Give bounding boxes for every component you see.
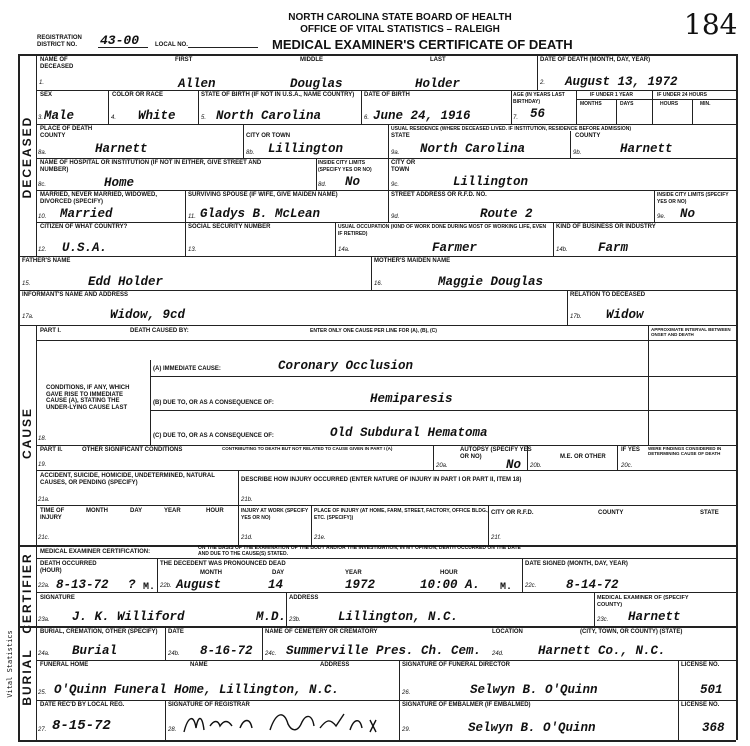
certifier-m1: M. xyxy=(143,582,156,593)
numbers-n21a: 21a. xyxy=(38,497,50,503)
rule-line xyxy=(388,158,389,190)
cert-death-date: 8-13-72 xyxy=(56,578,109,592)
numbers-n9c: 9c. xyxy=(391,182,400,188)
cause-me-label: M.E. OR OTHER xyxy=(560,454,606,460)
cause-instruction: ENTER ONLY ONE CAUSE PER LINE FOR (A), (B), (C) xyxy=(310,328,437,334)
last-label: LAST xyxy=(430,57,446,63)
cause-a: Coronary Occlusion xyxy=(278,359,414,373)
first-label: FIRST xyxy=(175,57,193,63)
burial-cemetery-label: NAME OF CEMETERY OR CREMATORY xyxy=(265,629,378,635)
agency-line-2: OFFICE OF VITAL STATISTICS – RALEIGH xyxy=(300,24,500,35)
certifier-md: M.D. xyxy=(256,610,287,624)
spouse: Gladys B. McLean xyxy=(200,207,321,221)
rule-line xyxy=(18,325,736,326)
numbers-n2: 2. xyxy=(540,80,546,86)
numbers-n23a: 23a. xyxy=(38,617,50,623)
certifier-death-occurred-label: DEATH OCCURRED (HOUR) xyxy=(40,561,97,574)
rule-line xyxy=(36,545,37,740)
pronounced-month: August xyxy=(176,578,222,592)
pronounced-year: 1972 xyxy=(345,578,376,592)
rule-line xyxy=(616,99,617,124)
street: Route 2 xyxy=(480,207,533,221)
burial-location-sub: (CITY, TOWN, OR COUNTY) (STATE) xyxy=(580,629,683,635)
numbers-n4: 4. xyxy=(111,115,117,121)
rule-line xyxy=(18,290,736,291)
deceased-mother-label: MOTHER'S MAIDEN NAME xyxy=(374,258,451,264)
rule-line xyxy=(165,626,166,660)
funeral-home: O'Quinn Funeral Home, Lillington, N.C. xyxy=(54,683,340,697)
deceased-inside-city-label: INSIDE CITY LIMITS (SPECIFY YES OR NO) xyxy=(318,160,372,173)
deceased-res-inside-label: INSIDE CITY LIMITS (SPECIFY YES OR NO) xyxy=(657,192,729,205)
deceased-county-label: COUNTY xyxy=(575,133,601,139)
residence-label: USUAL RESIDENCE (WHERE DECEASED LIVED. IF INSTITUTION, RESIDENCE BEFORE ADMISSION) xyxy=(391,126,632,132)
res-county: Harnett xyxy=(620,142,673,156)
numbers-n24d: 24d. xyxy=(492,651,504,657)
rule-line xyxy=(335,222,336,256)
rule-line xyxy=(150,376,736,377)
burial-fh-name-label: NAME xyxy=(190,662,208,668)
citizen: U.S.A. xyxy=(62,241,108,255)
margin-note: Vital Statistics xyxy=(6,630,14,698)
cause-day-label: DAY xyxy=(130,508,143,514)
rule-line xyxy=(157,558,158,592)
sex: Male xyxy=(44,109,75,123)
rule-line xyxy=(36,90,736,91)
deceased-days-label: DAYS xyxy=(620,101,634,107)
rule-line xyxy=(576,90,577,124)
numbers-n12: 12. xyxy=(38,247,47,253)
deceased-city-label: CITY OR TOWN xyxy=(246,133,291,139)
numbers-n19: 19. xyxy=(38,462,47,468)
numbers-n20a: 20a. xyxy=(436,463,448,469)
me-county: Harnett xyxy=(628,610,681,624)
rule-line xyxy=(388,190,389,222)
deceased-state-label: STATE xyxy=(391,133,410,139)
burial-date: 8-16-72 xyxy=(200,644,253,658)
date-death-label: DATE OF DEATH (MONTH, DAY, YEAR) xyxy=(540,57,651,63)
cause-year-label: YEAR xyxy=(345,570,362,576)
numbers-n26: 26. xyxy=(402,690,411,696)
pod-label: PLACE OF DEATH COUNTY xyxy=(40,126,93,139)
name-label: NAME OF DECEASED xyxy=(40,57,74,70)
cause-month-label: MONTH xyxy=(86,508,108,514)
mother: Maggie Douglas xyxy=(438,275,544,289)
numbers-n9a: 9a. xyxy=(391,150,400,156)
reg-district-label: REGISTRATION DISTRICT NO. xyxy=(37,35,82,48)
section-certifier: CERTIFIER xyxy=(20,552,34,634)
numbers-n8b: 8b. xyxy=(246,150,255,156)
cause-time-label: TIME OF INJURY xyxy=(40,508,65,521)
cause-findings-label: WERE FINDINGS CONSIDERED IN DETERMINING CAUSE OF DEATH xyxy=(648,446,722,456)
rule-line xyxy=(692,99,693,124)
rule-line xyxy=(36,222,736,223)
hospital: Home xyxy=(104,176,135,190)
relation: Widow xyxy=(606,308,644,322)
registrar-signature xyxy=(180,706,395,740)
father: Edd Holder xyxy=(88,275,164,289)
cause-death-caused-label: DEATH CAUSED BY: xyxy=(130,328,189,334)
deceased-under1-label: IF UNDER 1 YEAR xyxy=(590,92,633,98)
pronounced-day: 14 xyxy=(268,578,284,592)
date-received: 8-15-72 xyxy=(52,718,111,734)
reg-district-value: 43-00 xyxy=(100,33,140,48)
deceased-ssn-label: SOCIAL SECURITY NUMBER xyxy=(188,224,271,230)
funeral-director: Selwyn B. O'Quinn xyxy=(470,683,598,697)
burial-license2-label: LICENSE NO. xyxy=(681,702,720,708)
numbers-n17a: 17a. xyxy=(22,314,34,320)
burial-location: Harnett Co., N.C. xyxy=(538,644,666,658)
rule-line xyxy=(36,660,736,661)
certifier-me-county-label: MEDICAL EXAMINER OF (SPECIFY COUNTY) xyxy=(597,595,689,608)
rule-line xyxy=(433,445,434,470)
rule-line xyxy=(36,124,736,125)
burial-fh-addr-label: ADDRESS xyxy=(320,662,350,668)
numbers-n6: 6. xyxy=(364,115,370,121)
numbers-n23c: 23c. xyxy=(597,617,609,623)
rule-line xyxy=(36,558,736,559)
numbers-n8c: 8c. xyxy=(38,182,47,188)
deceased-relation-label: RELATION TO DECEASED xyxy=(570,292,646,298)
burial-method-label: BURIAL, CREMATION, OTHER (SPECIFY) xyxy=(40,629,158,635)
numbers-n22c: 22c. xyxy=(525,583,537,589)
numbers-n24a: 24a. xyxy=(38,651,50,657)
cause-c-label: (C) DUE TO, OR AS A CONSEQUENCE OF: xyxy=(153,433,274,439)
rule-line xyxy=(553,222,554,256)
burial-recd-label: DATE REC'D BY LOCAL REG. xyxy=(40,702,125,708)
burial-date-label: DATE xyxy=(168,629,184,635)
sex-label: SEX xyxy=(40,92,53,98)
pod-city: Lillington xyxy=(268,142,344,156)
burial-license-label: LICENSE NO. xyxy=(681,662,720,668)
age: 56 xyxy=(530,107,546,121)
cause-year-label: YEAR xyxy=(164,508,181,514)
section-deceased: DECEASED xyxy=(20,115,34,199)
deceased-informant-label: INFORMANT'S NAME AND ADDRESS xyxy=(22,292,128,298)
rule-line xyxy=(165,700,166,740)
numbers-n29: 29. xyxy=(402,727,411,733)
numbers-n9e: 9e. xyxy=(657,214,666,220)
rule-line xyxy=(361,90,362,124)
director-license: 501 xyxy=(700,683,723,697)
certifier-address-label: ADDRESS xyxy=(289,595,319,601)
spouse-label: SURVIVING SPOUSE (IF WIFE, GIVE MAIDEN NAME) xyxy=(188,192,338,198)
rule-line xyxy=(371,256,372,290)
rule-line xyxy=(98,47,148,48)
rule-line xyxy=(36,592,736,593)
rule-line xyxy=(36,340,736,341)
numbers-n1: 1. xyxy=(39,80,45,86)
cause-other-sub: CONTRIBUTING TO DEATH BUT NOT RELATED TO CAUSE GIVEN IN PART I (A) xyxy=(222,446,393,451)
rule-line xyxy=(399,700,400,740)
res-state: North Carolina xyxy=(420,142,526,156)
dob-label: DATE OF BIRTH xyxy=(364,92,410,98)
rule-line xyxy=(150,360,151,445)
local-no-label: LOCAL NO. xyxy=(155,42,188,48)
rule-line xyxy=(388,124,389,158)
certifier-date-signed-label: DATE SIGNED (MONTH, DAY, YEAR) xyxy=(525,561,628,567)
last-name: Holder xyxy=(415,77,461,91)
cause-part2-label: PART II. xyxy=(40,447,63,453)
rule-line xyxy=(150,410,736,411)
color: White xyxy=(138,109,176,123)
middle-label: MIDDLE xyxy=(300,57,323,63)
cause-interval-label: APPROXIMATE INTERVAL BETWEEN ONSET AND DEATH xyxy=(651,327,731,337)
age-label: AGE (IN YEARS LAST BIRTHDAY) xyxy=(513,92,565,105)
numbers-n22a: 22a. xyxy=(38,583,50,589)
numbers-n9d: 9d. xyxy=(391,214,400,220)
deceased-months-label: MONTHS xyxy=(580,101,602,107)
rule-line xyxy=(648,325,649,445)
rule-line xyxy=(652,90,653,124)
rule-line xyxy=(36,190,736,191)
numbers-n11: 11. xyxy=(188,214,196,220)
birthplace-label: STATE OF BIRTH (IF NOT IN U.S.A., NAME COUNTRY) xyxy=(201,92,355,98)
rule-line xyxy=(36,325,37,545)
cause-month-label: MONTH xyxy=(200,570,222,576)
cause-inj-county-label: COUNTY xyxy=(598,510,624,516)
rule-line xyxy=(36,470,736,471)
burial-registrar-label: SIGNATURE OF REGISTRAR xyxy=(168,702,250,708)
numbers-n17b: 17b. xyxy=(570,314,582,320)
certifier-cert-text: ON THE BASIS OF THE EXAMINATION OF THE BODY AND/OR THE INVESTIGATION, IN MY OPINION, DEATH OCCURRED ON THE DATE AND DUE TO THE CAUSE(S) STATED. xyxy=(198,545,521,557)
rule-line xyxy=(36,505,736,506)
burial-embalmer-label: SIGNATURE OF EMBALMER (IF EMBALMED) xyxy=(402,702,531,708)
embalmer: Selwyn B. O'Quinn xyxy=(468,721,596,735)
cause-place-injury-label: PLACE OF INJURY (AT HOME, FARM, STREET, FACTORY, OFFICE BLDG., ETC. (SPECIFY)) xyxy=(314,508,489,521)
pod-county: Harnett xyxy=(95,142,148,156)
rule-line xyxy=(36,158,736,159)
rule-line xyxy=(36,54,37,256)
first-name: Allen xyxy=(178,77,216,91)
numbers-n22b: 22b. xyxy=(160,583,172,589)
numbers-n5: 5. xyxy=(201,115,207,121)
rule-line xyxy=(262,626,263,660)
me-signature: J. K. Williford xyxy=(72,610,185,624)
numbers-n3: 3. xyxy=(38,115,44,121)
deceased-street-label: STREET ADDRESS OR R.F.D. NO. xyxy=(391,192,487,198)
deceased-hours-label: HOURS xyxy=(660,101,679,107)
cause-hour-label: HOUR xyxy=(206,508,224,514)
cause-part1-label: PART I. xyxy=(40,328,61,334)
birthplace: North Carolina xyxy=(216,109,322,123)
rule-line xyxy=(18,54,736,56)
deceased-business-label: KIND OF BUSINESS OR INDUSTRY xyxy=(556,224,656,230)
cause-a-label: (A) IMMEDIATE CAUSE: xyxy=(153,366,221,372)
certifier-cert-label: MEDICAL EXAMINER CERTIFICATION: xyxy=(40,549,151,555)
numbers-n25: 25. xyxy=(38,690,47,696)
res-inside: No xyxy=(680,207,696,221)
numbers-n20b: 20b. xyxy=(530,463,542,469)
rule-line xyxy=(108,90,109,124)
rule-line xyxy=(188,47,258,48)
certifier-pronounced-label: THE DECEDENT WAS PRONOUNCED DEAD xyxy=(160,561,286,567)
numbers-n14a: 14a. xyxy=(338,247,350,253)
numbers-n20c: 20c. xyxy=(621,463,633,469)
rule-line xyxy=(198,90,199,124)
rule-line xyxy=(399,660,400,700)
rule-line xyxy=(185,222,186,256)
date-of-death: August 13, 1972 xyxy=(565,75,678,89)
business: Farm xyxy=(598,241,629,255)
rule-line xyxy=(185,190,186,222)
deceased-min-label: MIN. xyxy=(700,101,711,107)
cause-hour-label: HOUR xyxy=(440,570,458,576)
cert-death-hour: ? xyxy=(128,578,136,592)
rule-line xyxy=(488,505,489,545)
numbers-n27: 27. xyxy=(38,727,47,733)
numbers-n21b: 21b. xyxy=(241,497,253,503)
cause-c: Old Subdural Hematoma xyxy=(330,426,488,440)
rule-line xyxy=(522,558,523,592)
embalmer-license: 368 xyxy=(702,721,725,735)
cemetery: Summerville Pres. Ch. Cem. xyxy=(286,644,482,658)
cause-b: Hemiparesis xyxy=(370,392,453,406)
rule-line xyxy=(36,700,736,701)
numbers-n8d: 8d. xyxy=(318,182,327,188)
numbers-n21f: 21f. xyxy=(491,535,502,541)
conditions-label: CONDITIONS, IF ANY, WHICH GAVE RISE TO IMMEDIATE CAUSE (A), STATING THE UNDER-LYING CAUSE LAST xyxy=(46,385,130,411)
numbers-n14b: 14b. xyxy=(556,247,568,253)
numbers-n7: 7. xyxy=(513,115,519,121)
section-cause: CAUSE xyxy=(20,407,34,460)
cause-accident-label: ACCIDENT, SUICIDE, HOMICIDE, UNDETERMINED, NATURAL CAUSES, OR PENDING (SPECIFY) xyxy=(40,473,215,486)
rule-line xyxy=(736,54,738,740)
res-city: Lillington xyxy=(453,175,529,189)
rule-line xyxy=(617,445,618,470)
burial-director-label: SIGNATURE OF FUNERAL DIRECTOR xyxy=(402,662,511,668)
numbers-n16: 16. xyxy=(374,281,383,287)
numbers-n23b: 23b. xyxy=(289,617,301,623)
pronounced-hour: 10:00 A. xyxy=(420,578,481,592)
burial-method: Burial xyxy=(72,644,118,658)
rule-line xyxy=(243,124,244,158)
numbers-n21d: 21d. xyxy=(241,535,253,541)
cause-at-work-label: INJURY AT WORK (SPECIFY YES OR NO) xyxy=(241,508,309,521)
date-of-birth: June 24, 1916 xyxy=(373,109,471,123)
cause-inj-city-label: CITY OR R.F.D. xyxy=(491,510,534,516)
numbers-n24b: 24b. xyxy=(168,651,180,657)
rule-line xyxy=(576,99,736,100)
cause-if-yes-label: IF YES xyxy=(621,447,640,453)
cause-describe-label: DESCRIBE HOW INJURY OCCURRED (ENTER NATURE OF INJURY IN PART I OR PART II, ITEM 18) xyxy=(241,477,522,483)
rule-line xyxy=(311,505,312,545)
me-address: Lillington, N.C. xyxy=(338,610,459,624)
numbers-n15: 15. xyxy=(22,281,31,287)
cause-b-label: (B) DUE TO, OR AS A CONSEQUENCE OF: xyxy=(153,400,274,406)
numbers-n8a: 8a. xyxy=(38,150,47,156)
occupation: Farmer xyxy=(432,241,478,255)
rule-line xyxy=(18,740,736,742)
numbers-n9b: 9b. xyxy=(573,150,582,156)
cause-autopsy-label: AUTOPSY (SPECIFY YES OR NO) xyxy=(460,447,532,460)
rule-line xyxy=(654,190,655,222)
hospital-label: NAME OF HOSPITAL OR INSTITUTION (IF NOT IN EITHER, GIVE STREET AND NUMBER) xyxy=(40,160,262,173)
burial-fh-label: FUNERAL HOME xyxy=(40,662,89,668)
cause-day-label: DAY xyxy=(272,570,285,576)
autopsy: No xyxy=(506,458,522,472)
deceased-under1day-label: IF UNDER 24 HOURS xyxy=(657,92,708,98)
deceased-father-label: FATHER'S NAME xyxy=(22,258,71,264)
deceased-occupation-label: USUAL OCCUPATION (KIND OF WORK DONE DURING MOST OF WORKING LIFE, EVEN IF RETIRED) xyxy=(338,224,547,237)
marital-label: MARRIED, NEVER MARRIED, WIDOWED, DIVORCED (SPECIFY) xyxy=(40,192,157,205)
rule-line xyxy=(570,131,571,158)
certificate-title: MEDICAL EXAMINER'S CERTIFICATE OF DEATH xyxy=(272,37,573,52)
agency-line-1: NORTH CAROLINA STATE BOARD OF HEALTH xyxy=(288,12,512,23)
certifier-signature-label: SIGNATURE xyxy=(40,595,75,601)
cause-other-label: OTHER SIGNIFICANT CONDITIONS xyxy=(82,447,183,453)
numbers-n28: 28. xyxy=(168,727,177,733)
numbers-n18: 18. xyxy=(38,436,47,442)
cause-inj-state-label: STATE xyxy=(700,510,719,516)
middle-name: Douglas xyxy=(290,77,343,91)
inside-city: No xyxy=(345,175,361,189)
section-burial: BURIAL xyxy=(20,648,34,706)
rule-line xyxy=(594,592,595,626)
burial-location-label: LOCATION xyxy=(492,629,523,635)
rule-line xyxy=(567,290,568,325)
deceased-citizen-label: CITIZEN OF WHAT COUNTRY? xyxy=(40,224,128,230)
page-number: 184 xyxy=(684,8,738,41)
rule-line xyxy=(511,90,512,124)
numbers-n13: 13. xyxy=(188,247,197,253)
numbers-n21c: 21c. xyxy=(38,535,50,541)
certifier-m2: M. xyxy=(500,582,513,593)
date-signed: 8-14-72 xyxy=(566,578,619,592)
color-label: COLOR OR RACE xyxy=(112,92,163,98)
rule-line xyxy=(238,505,239,545)
rule-line xyxy=(18,626,736,628)
numbers-n21e: 21e. xyxy=(314,535,326,541)
rule-line xyxy=(286,592,287,626)
marital: Married xyxy=(60,207,113,221)
rule-line xyxy=(238,470,239,505)
rule-line xyxy=(537,54,538,90)
numbers-n24c: 24c. xyxy=(265,651,277,657)
rule-line xyxy=(527,445,528,470)
rule-line xyxy=(316,158,317,190)
deceased-res-city-label: CITY OR TOWN xyxy=(391,160,416,173)
informant: Widow, 9cd xyxy=(110,308,186,322)
numbers-n10: 10. xyxy=(38,214,47,220)
rule-line xyxy=(18,256,736,257)
